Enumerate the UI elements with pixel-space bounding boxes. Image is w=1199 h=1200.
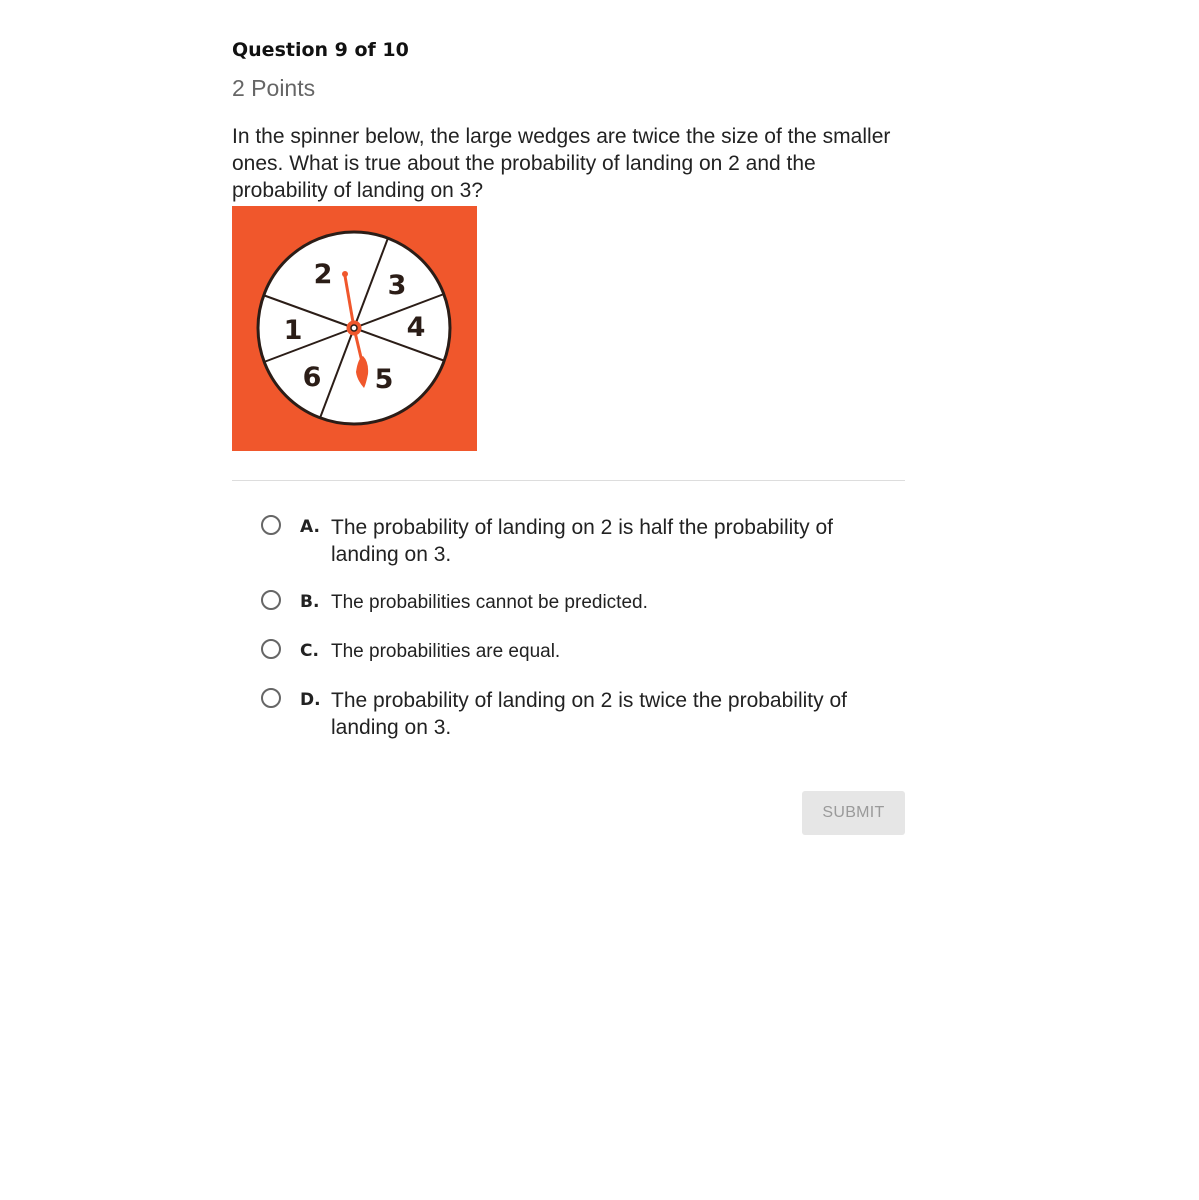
- option-b[interactable]: [232, 589, 905, 616]
- spinner-graphic: [232, 206, 477, 451]
- spinner-label-6: 6: [302, 362, 322, 393]
- question-points: 2 Points: [232, 75, 316, 101]
- option-d-text: The probability of landing on 2 is twice the probability of landing on 3.: [331, 689, 847, 739]
- question-container: [232, 36, 905, 835]
- answer-options: [232, 514, 905, 741]
- submit-row: [232, 791, 905, 835]
- question-number: Question 9 of 10: [232, 39, 409, 61]
- spinner-label-5: 5: [374, 364, 394, 395]
- spinner-label-1: 1: [283, 315, 303, 346]
- option-c-radio[interactable]: [261, 639, 281, 659]
- option-a-text: The probability of landing on 2 is half the probability of landing on 3.: [331, 516, 833, 566]
- spinner-label-3: 3: [387, 270, 407, 301]
- spinner-label-4: 4: [406, 312, 426, 343]
- option-b-letter: B.: [300, 592, 320, 612]
- spinner-image: [232, 206, 477, 451]
- option-d-letter: D.: [300, 690, 321, 710]
- option-c[interactable]: [232, 638, 905, 665]
- option-b-text: The probabilities cannot be predicted.: [331, 592, 648, 613]
- option-c-text: The probabilities are equal.: [331, 641, 561, 662]
- option-a[interactable]: [232, 514, 905, 568]
- spinner-label-2: 2: [313, 259, 333, 290]
- submit-button[interactable]: SUBMIT: [802, 791, 905, 835]
- option-b-radio[interactable]: [261, 590, 281, 610]
- option-d[interactable]: [232, 687, 905, 741]
- option-a-letter: A.: [300, 517, 320, 537]
- divider: [232, 480, 905, 481]
- question-text: In the spinner below, the large wedges are twice the size of the smaller ones. What is true about the probability of landing on 2 and the probability of landing on 3?: [232, 125, 891, 202]
- option-a-radio[interactable]: [261, 515, 281, 535]
- option-d-radio[interactable]: [261, 688, 281, 708]
- option-c-letter: C.: [300, 641, 319, 661]
